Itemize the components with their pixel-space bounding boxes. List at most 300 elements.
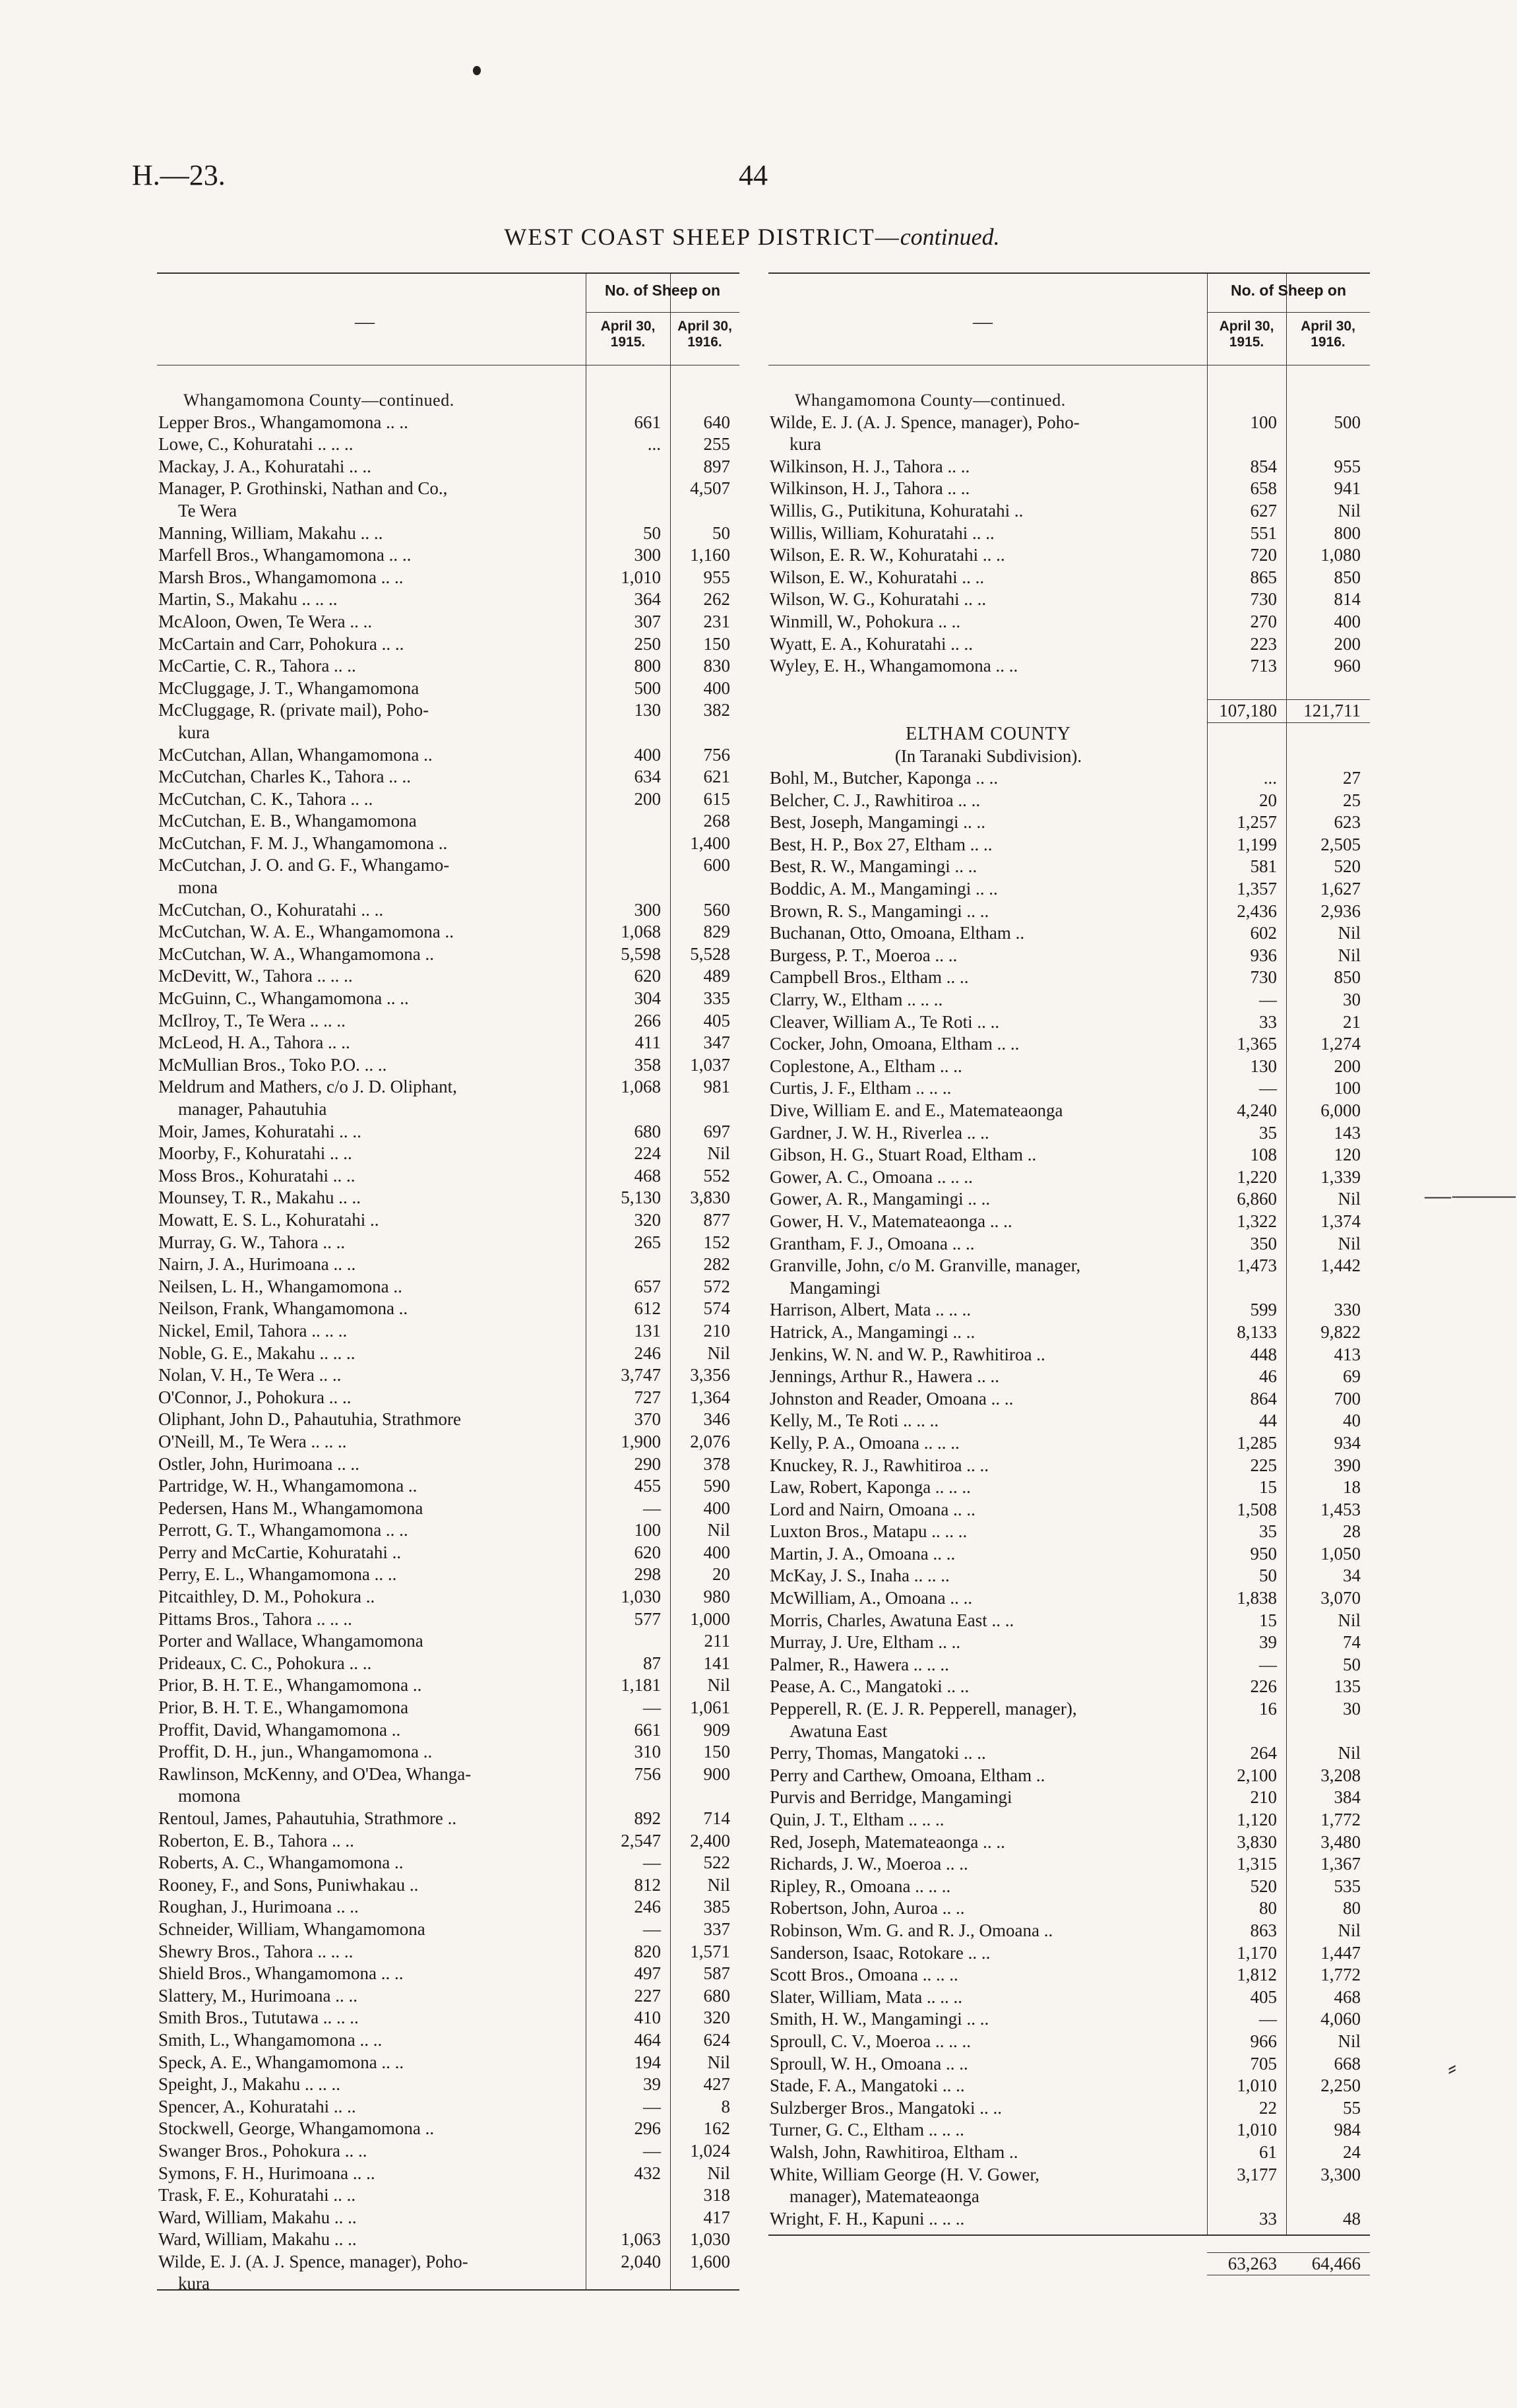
- table-row: [768, 989, 1370, 1011]
- sheep-count-1916: 28: [1343, 1521, 1361, 1542]
- sheep-count-1915: 22: [1259, 2097, 1277, 2118]
- owner-name: Wilson, W. G., Kohuratahi .. ..: [770, 589, 987, 610]
- sheep-count-1915: 296: [634, 2118, 661, 2139]
- sheep-count-1916: 417: [703, 2207, 730, 2227]
- owner-name: McKay, J. S., Inaha .. .. ..: [770, 1566, 950, 1586]
- table-row: [157, 2007, 739, 2029]
- sheep-count-1916: 152: [703, 1232, 730, 1252]
- table-row: [157, 1054, 739, 1077]
- table-row: [157, 1653, 739, 1675]
- owner-name: Wyatt, E. A., Kohuratahi .. ..: [770, 633, 974, 654]
- table-row: [768, 790, 1370, 812]
- owner-name: McCutchan, J. O. and G. F., Whangamo-: [158, 855, 450, 875]
- sheep-count-1916: 1,453: [1320, 1499, 1361, 1519]
- section-heading: [768, 723, 1370, 745]
- table-row: [157, 2229, 739, 2251]
- sheep-count-1915: 432: [634, 2163, 661, 2183]
- sheep-count-1915: —: [643, 1853, 661, 1873]
- sheep-count-1915: ...: [647, 434, 661, 455]
- sheep-count-1915: 1,257: [1237, 812, 1277, 833]
- sheep-count-1915: 657: [634, 1276, 661, 1296]
- owner-name: Gower, A. R., Mangamingi .. ..: [770, 1189, 991, 1209]
- sheep-count-1915: 35: [1259, 1521, 1277, 1542]
- owner-name: Ripley, R., Omoana .. .. ..: [770, 1876, 951, 1896]
- sheep-count-1915: [586, 1098, 670, 1121]
- sheep-count-1916: Nil: [707, 1675, 730, 1695]
- sheep-count-1915: 455: [634, 1476, 661, 1496]
- section-heading: [157, 389, 739, 412]
- sheep-count-1915: 865: [1250, 567, 1277, 587]
- sheep-count-1916: 20: [712, 1564, 730, 1585]
- sheep-count-1916: 382: [703, 700, 730, 720]
- sheep-count-1915: 405: [1250, 1986, 1277, 2007]
- sheep-count-1916: 572: [703, 1276, 730, 1296]
- owner-name: Wyley, E. H., Whangamomona .. ..: [770, 656, 1018, 676]
- owner-name: Wilde, E. J. (A. J. Spence, manager), Poho-: [158, 2251, 468, 2271]
- sheep-count-1916: 680: [703, 1985, 730, 2006]
- owner-name: Luxton Bros., Matapu .. .. ..: [770, 1521, 968, 1542]
- table-row: [768, 1233, 1370, 1255]
- sheep-count-1916: 21: [1343, 1011, 1361, 1032]
- sheep-count-1916: 268: [703, 811, 730, 831]
- owner-name: Martin, S., Makahu .. .. ..: [158, 589, 338, 610]
- table-row: [157, 1719, 739, 1742]
- sheep-count-1915: [1207, 1277, 1286, 1300]
- owner-name: Slattery, M., Hurimoana .. ..: [158, 1985, 357, 2006]
- table-row: [768, 1499, 1370, 1521]
- table-row: [157, 1608, 739, 1631]
- sheep-count-1916: 909: [703, 1719, 730, 1740]
- sheep-count-1916: 850: [1334, 967, 1361, 988]
- sheep-count-1916: 135: [1334, 1676, 1361, 1697]
- table-row: [157, 1431, 739, 1453]
- table-row: [768, 1565, 1370, 1587]
- owner-name: Perry, Thomas, Mangatoki .. ..: [770, 1743, 986, 1763]
- right-table: [768, 272, 1370, 2273]
- table-row: [768, 1543, 1370, 1566]
- left-table-header: [157, 274, 739, 365]
- owner-name: Gardner, J. W. H., Riverlea .. ..: [770, 1122, 989, 1143]
- table-row: [157, 1409, 739, 1431]
- owner-name: Murray, G. W., Tahora .. ..: [158, 1232, 346, 1252]
- sheep-count-1916: [1286, 1721, 1370, 1743]
- sheep-count-1916: 3,070: [1320, 1588, 1361, 1608]
- sheep-count-1915: 812: [634, 1874, 661, 1895]
- table-row: [157, 1630, 739, 1653]
- sheep-count-1915: [1207, 1721, 1286, 1743]
- sheep-count-1916: 1,024: [690, 2140, 730, 2161]
- owner-name: Sproull, W. H., Omoana .. ..: [770, 2053, 968, 2074]
- sheep-count-1915: 863: [1250, 1920, 1277, 1940]
- sheep-count-1916: Nil: [1338, 1610, 1361, 1630]
- sheep-count-1916: [670, 1785, 739, 1808]
- table-row: [768, 2119, 1370, 2141]
- sheep-count-1915: 63,263: [1207, 2252, 1286, 2276]
- owner-name: Awatuna East: [789, 1721, 888, 1741]
- owner-name: Stade, F. A., Mangatoki .. ..: [770, 2075, 965, 2096]
- sheep-count-1915: —: [1259, 1078, 1277, 1098]
- sheep-count-1916: 1,030: [690, 2229, 730, 2250]
- sheep-count-1915: 100: [634, 1520, 661, 1540]
- owner-name: Smith, H. W., Mangamingi .. ..: [770, 2009, 989, 2029]
- margin-mark: ⸗: [1448, 2052, 1457, 2082]
- sheep-count-1916: 320: [703, 2008, 730, 2028]
- table-row: [768, 1654, 1370, 1676]
- sheep-count-1916: 1,374: [1320, 1211, 1361, 1231]
- sheep-count-1915: 620: [634, 1542, 661, 1562]
- sheep-count-1916: 623: [1334, 812, 1361, 833]
- sheep-count-1916: 1,000: [690, 1608, 730, 1629]
- sheep-count-1916: 981: [703, 1077, 730, 1097]
- section-heading-text: (In Taranaki Subdivision).: [894, 745, 1082, 766]
- sheep-count-1916: 330: [1334, 1300, 1361, 1320]
- table-row: [768, 811, 1370, 834]
- sheep-count-1915: 210: [1250, 1787, 1277, 1808]
- table-row: [768, 1277, 1370, 1300]
- owner-name: Roberts, A. C., Whangamomona ..: [158, 1853, 404, 1873]
- section-heading-text: Whangamomona County—continued.: [795, 391, 1066, 410]
- sheep-count-1915: 265: [634, 1232, 661, 1252]
- table-row: [157, 2163, 739, 2185]
- owner-name: Quin, J. T., Eltham .. .. ..: [770, 1810, 944, 1829]
- table-row: [157, 655, 739, 678]
- sheep-count-1916: 590: [703, 1476, 730, 1496]
- sheep-count-1915: 497: [634, 1963, 661, 1984]
- sheep-count-1916: 980: [703, 1587, 730, 1607]
- table-row: [157, 1343, 739, 1365]
- table-row: [157, 478, 739, 500]
- owner-name: Pittams Bros., Tahora .. .. ..: [158, 1608, 352, 1629]
- table-row: [157, 588, 739, 611]
- sheep-count-1916: Nil: [707, 2052, 730, 2072]
- owner-name: Ward, William, Makahu .. ..: [158, 2207, 357, 2227]
- sheep-count-1915: 1,181: [621, 1675, 661, 1695]
- sheep-count-1915: 1,322: [1237, 1211, 1277, 1231]
- sheep-count-1915: 720: [1250, 545, 1277, 565]
- table-row: [157, 523, 739, 545]
- owner-name: Cocker, John, Omoana, Eltham .. ..: [770, 1034, 1020, 1054]
- sheep-count-1915: 370: [634, 1409, 661, 1430]
- owner-name: Oliphant, John D., Pahautuhia, Strathmore: [158, 1409, 461, 1430]
- owner-name: Murray, J. Ure, Eltham .. ..: [770, 1632, 961, 1653]
- owner-name: momona: [178, 1786, 241, 1806]
- table-row: [157, 921, 739, 943]
- section-heading: [768, 389, 1370, 412]
- sheep-count-1915: 33: [1259, 1011, 1277, 1032]
- owner-name: McCutchan, Allan, Whangamomona ..: [158, 744, 433, 765]
- sheep-count-1915: —: [1259, 1654, 1277, 1674]
- sheep-count-1916: 829: [703, 922, 730, 942]
- sheep-count-1915: 400: [634, 744, 661, 765]
- table-row: [157, 2273, 739, 2295]
- sheep-count-1916: 40: [1343, 1410, 1361, 1431]
- table-row: [157, 1165, 739, 1188]
- owner-name: Meldrum and Mathers, c/o J. D. Oliphant,: [158, 1077, 457, 1097]
- table-row: [768, 1299, 1370, 1321]
- table-row: [768, 1787, 1370, 1809]
- table-row: [768, 1410, 1370, 1432]
- owner-name: Marfell Bros., Whangamomona .. ..: [158, 545, 412, 565]
- owner-name: Pepperell, R. (E. J. R. Pepperell, manager),: [770, 1699, 1077, 1719]
- sheep-count-1916: Nil: [1338, 2031, 1361, 2051]
- sheep-count-1916: 2,076: [690, 1431, 730, 1451]
- owner-name: Best, R. W., Mangamingi .. ..: [770, 856, 977, 877]
- table-row: [157, 1741, 739, 1763]
- sheep-count-1915: 627: [1250, 500, 1277, 521]
- owner-name: White, William George (H. V. Gower,: [770, 2164, 1040, 2184]
- table-row: [157, 2074, 739, 2096]
- sheep-count-1916: 621: [703, 767, 730, 787]
- sheep-count-1916: 522: [703, 1853, 730, 1873]
- sheep-count-1916: 587: [703, 1963, 730, 1984]
- sheep-count-1915: 800: [634, 656, 661, 676]
- sheep-count-1915: 3,747: [621, 1365, 661, 1385]
- sheep-count-1916: 9,822: [1320, 1321, 1361, 1342]
- sheep-count-1915: [586, 877, 670, 899]
- sheep-count-1916: 64,466: [1286, 2252, 1370, 2276]
- sheep-count-1916: 143: [1334, 1122, 1361, 1143]
- owner-name: McCutchan, O., Kohuratahi .. ..: [158, 899, 384, 920]
- name-column-header: —: [973, 311, 993, 333]
- right-table-header: [768, 274, 1370, 365]
- sheep-count-1916: 282: [703, 1254, 730, 1275]
- sheep-count-1916: 2,936: [1320, 901, 1361, 921]
- sheep-count-1916: 941: [1334, 478, 1361, 499]
- owner-name: Granville, John, c/o M. Granville, manager,: [770, 1255, 1081, 1276]
- sheep-count-1916: Nil: [1338, 945, 1361, 965]
- sheep-count-1915: 3,177: [1237, 2164, 1277, 2184]
- table-row: [768, 1521, 1370, 1543]
- owner-name: Rooney, F., and Sons, Puniwhakau ..: [158, 1874, 419, 1895]
- owner-name: Moss Bros., Kohuratahi .. ..: [158, 1165, 356, 1186]
- sheep-count-1915: 224: [634, 1143, 661, 1164]
- sheep-count-1916: 255: [703, 434, 730, 455]
- sheep-count-1916: 400: [703, 678, 730, 698]
- owner-name: Proffit, David, Whangamomona ..: [158, 1719, 401, 1740]
- sheep-count-1915: 1,357: [1237, 879, 1277, 899]
- sheep-count-1916: 378: [703, 1453, 730, 1474]
- sheep-count-1916: [670, 877, 739, 899]
- owner-name: Brown, R. S., Mangamingi .. ..: [770, 901, 989, 921]
- table-row: [157, 1387, 739, 1409]
- page-title: [0, 223, 1504, 251]
- owner-name: McLeod, H. A., Tahora .. ..: [158, 1032, 350, 1053]
- table-row: [157, 412, 739, 434]
- sheep-count-1915: 1,812: [1237, 1965, 1277, 1985]
- sheep-count-1916: 100: [1334, 1078, 1361, 1098]
- sheep-count-1915: [586, 2207, 670, 2229]
- sheep-count-1916: Nil: [707, 1143, 730, 1164]
- sheep-count-1915: —: [643, 1498, 661, 1518]
- owner-name: Knuckey, R. J., Rawhitiroa .. ..: [770, 1455, 989, 1475]
- sheep-count-1915: 658: [1250, 478, 1277, 499]
- table-row: [768, 856, 1370, 878]
- table-row: [157, 1830, 739, 1853]
- owner-name: Sulzberger Bros., Mangatoki .. ..: [770, 2097, 1002, 2118]
- sheep-count-1916: Nil: [1338, 1189, 1361, 1209]
- sheep-count-1915: 602: [1250, 923, 1277, 943]
- sheep-count-1915: 1,285: [1237, 1432, 1277, 1453]
- table-row: [157, 2184, 739, 2207]
- sheep-count-1916: 3,480: [1320, 1831, 1361, 1852]
- owner-name: Willis, William, Kohuratahi .. ..: [770, 523, 995, 543]
- owner-name: manager, Pahautuhia: [178, 1099, 327, 1119]
- sheep-count-1915: [586, 833, 670, 855]
- sheep-count-1916: 552: [703, 1165, 730, 1186]
- table-row: [157, 1320, 739, 1343]
- owner-name: Smith Bros., Tututawa .. .. ..: [158, 2008, 359, 2028]
- table-row: [157, 1896, 739, 1918]
- sheep-count-1915: 35: [1259, 1122, 1277, 1143]
- owner-name: Wilson, E. W., Kohuratahi .. ..: [770, 567, 985, 587]
- owner-name: Rawlinson, McKenny, and O'Dea, Whanga-: [158, 1763, 472, 1784]
- sheep-count-1915: 727: [634, 1387, 661, 1407]
- sheep-count-1916: 1,367: [1320, 1854, 1361, 1874]
- sheep-count-1916: 74: [1343, 1632, 1361, 1653]
- sheep-count-1915: 612: [634, 1298, 661, 1319]
- table-row: [768, 412, 1370, 434]
- owner-name: Coplestone, A., Eltham .. ..: [770, 1056, 962, 1076]
- owner-name: McCluggage, R. (private mail), Poho-: [158, 700, 429, 720]
- owner-name: Cleaver, William A., Te Roti .. ..: [770, 1011, 1000, 1032]
- sheep-count-1915: 820: [634, 1941, 661, 1961]
- owner-name: Trask, F. E., Kohuratahi .. ..: [158, 2185, 356, 2205]
- owner-name: Te Wera: [178, 500, 237, 521]
- table-row: [157, 2140, 739, 2163]
- sheep-count-1915: 130: [634, 700, 661, 720]
- owner-name: Best, Joseph, Mangamingi .. ..: [770, 812, 985, 833]
- sheep-count-1916: 955: [1334, 456, 1361, 476]
- table-row: [157, 1364, 739, 1387]
- table-row: [768, 834, 1370, 856]
- table-row: [768, 1077, 1370, 1100]
- sheep-count-1915: 250: [634, 633, 661, 654]
- sheep-count-1916: 1,050: [1320, 1543, 1361, 1564]
- sheep-count-1916: 714: [703, 1808, 730, 1828]
- sheep-count-1916: 624: [703, 2029, 730, 2050]
- sheep-count-1915: 634: [634, 767, 661, 787]
- owner-name: Wilkinson, H. J., Tahora .. ..: [770, 478, 970, 499]
- owner-name: McDevitt, W., Tahora .. .. ..: [158, 966, 353, 986]
- table-row: [768, 1853, 1370, 1876]
- table-row: [768, 1344, 1370, 1366]
- sheep-count-1915: 16: [1259, 1699, 1277, 1719]
- sheep-count-1915: 8,133: [1237, 1321, 1277, 1342]
- table-row: [157, 1143, 739, 1165]
- sheep-count-1916: 25: [1343, 790, 1361, 810]
- sheep-count-1915: 15: [1259, 1477, 1277, 1498]
- owner-name: Ward, William, Makahu .. ..: [158, 2229, 357, 2250]
- owner-name: Palmer, R., Hawera .. .. ..: [770, 1654, 949, 1674]
- owner-name: McCartain and Carr, Pohokura .. ..: [158, 633, 404, 654]
- table-row: [768, 767, 1370, 790]
- owner-name: Bohl, M., Butcher, Kaponga .. ..: [770, 768, 999, 788]
- table-row: [157, 1498, 739, 1520]
- owner-name: McCutchan, W. A., Whangamomona ..: [158, 943, 434, 964]
- owner-name: Lepper Bros., Whangamomona .. ..: [158, 412, 408, 432]
- sheep-count-1916: 80: [1343, 1898, 1361, 1918]
- left-table-body: [157, 389, 739, 2295]
- sheep-count-1915: 227: [634, 1985, 661, 2006]
- sheep-count-1915: 364: [634, 589, 661, 610]
- owner-name: O'Neill, M., Te Wera .. .. ..: [158, 1431, 347, 1451]
- sheep-count-1915: [586, 722, 670, 744]
- owner-name: Rentoul, James, Pahautuhia, Strathmore ..: [158, 1808, 457, 1828]
- owner-name: Gower, H. V., Matemateaonga .. ..: [770, 1211, 1012, 1231]
- sheep-count-1915: 2,436: [1237, 901, 1277, 921]
- owner-name: Perry and McCartie, Kohuratahi ..: [158, 1542, 402, 1562]
- sheep-count-1916: 1,080: [1320, 545, 1361, 565]
- sheep-count-1915: 20: [1259, 790, 1277, 810]
- table-row: [768, 1011, 1370, 1034]
- table-row: [768, 1897, 1370, 1920]
- table-row: [768, 2208, 1370, 2231]
- sheep-count-1915: 599: [1250, 1300, 1277, 1320]
- table-row: [768, 1587, 1370, 1610]
- owner-name: Scott Bros., Omoana .. .. ..: [770, 1965, 958, 1985]
- sheep-count-1916: 1,571: [690, 1941, 730, 1961]
- sheep-count-1915: 4,240: [1237, 1100, 1277, 1120]
- sheep-count-1915: 966: [1250, 2031, 1277, 2051]
- owner-name: Perrott, G. T., Whangamomona .. ..: [158, 1520, 408, 1540]
- sheep-count-1915: [586, 456, 670, 478]
- owner-name: Neilsen, L. H., Whangamomona ..: [158, 1276, 402, 1296]
- sheep-count-1915: 620: [634, 966, 661, 986]
- owner-name: Robinson, Wm. G. and R. J., Omoana ..: [770, 1920, 1053, 1940]
- owner-name: Boddic, A. M., Mangamingi .. ..: [770, 879, 998, 899]
- spacer-row: [768, 678, 1370, 700]
- sheep-count-1916: 34: [1343, 1566, 1361, 1586]
- sheep-count-1916: 200: [1334, 1056, 1361, 1076]
- sheep-count-1915: [586, 810, 670, 833]
- table-row: [768, 966, 1370, 989]
- table-row: [157, 2052, 739, 2074]
- name-column-header: —: [355, 311, 375, 333]
- sheep-count-1915: 1,120: [1237, 1810, 1277, 1829]
- sheep-count-1915: 936: [1250, 945, 1277, 965]
- sheep-count-1916: 3,208: [1320, 1765, 1361, 1785]
- total-row: [768, 2252, 1370, 2276]
- sheep-count-1915: 1,473: [1237, 1255, 1277, 1276]
- sheep-count-1916: 2,505: [1320, 834, 1361, 854]
- sheep-count-1916: 2,400: [690, 1830, 730, 1851]
- table-row: [157, 1586, 739, 1608]
- sheep-count-1916: 390: [1334, 1455, 1361, 1475]
- table-row: [768, 633, 1370, 656]
- sheep-count-1916: 1,627: [1320, 879, 1361, 899]
- owner-name: Campbell Bros., Eltham .. ..: [770, 967, 969, 988]
- sheep-count-1915: 705: [1250, 2053, 1277, 2074]
- owner-name: Winmill, W., Pohokura .. ..: [770, 611, 961, 631]
- table-row: [768, 1033, 1370, 1056]
- owner-name: Kelly, P. A., Omoana .. .. ..: [770, 1432, 960, 1453]
- page-number: 44: [739, 159, 768, 191]
- sheep-count-1916: 384: [1334, 1787, 1361, 1808]
- owner-name: Prior, B. H. T. E., Whangamomona ..: [158, 1675, 422, 1695]
- sheep-count-1916: 141: [703, 1653, 730, 1673]
- sheep-count-1915: 730: [1250, 589, 1277, 610]
- sheep-count-1915: 756: [634, 1763, 661, 1784]
- sheep-count-1915: 2,100: [1237, 1765, 1277, 1785]
- owner-name: kura: [789, 434, 821, 455]
- table-row: [157, 1475, 739, 1498]
- sheep-count-1916: 1,400: [690, 833, 730, 853]
- sheep-count-1915: 1,365: [1237, 1034, 1277, 1054]
- sheep-count-1915: 200: [634, 788, 661, 809]
- table-row: [768, 1366, 1370, 1388]
- sheep-count-1915: 246: [634, 1343, 661, 1363]
- table-row: [768, 2164, 1370, 2186]
